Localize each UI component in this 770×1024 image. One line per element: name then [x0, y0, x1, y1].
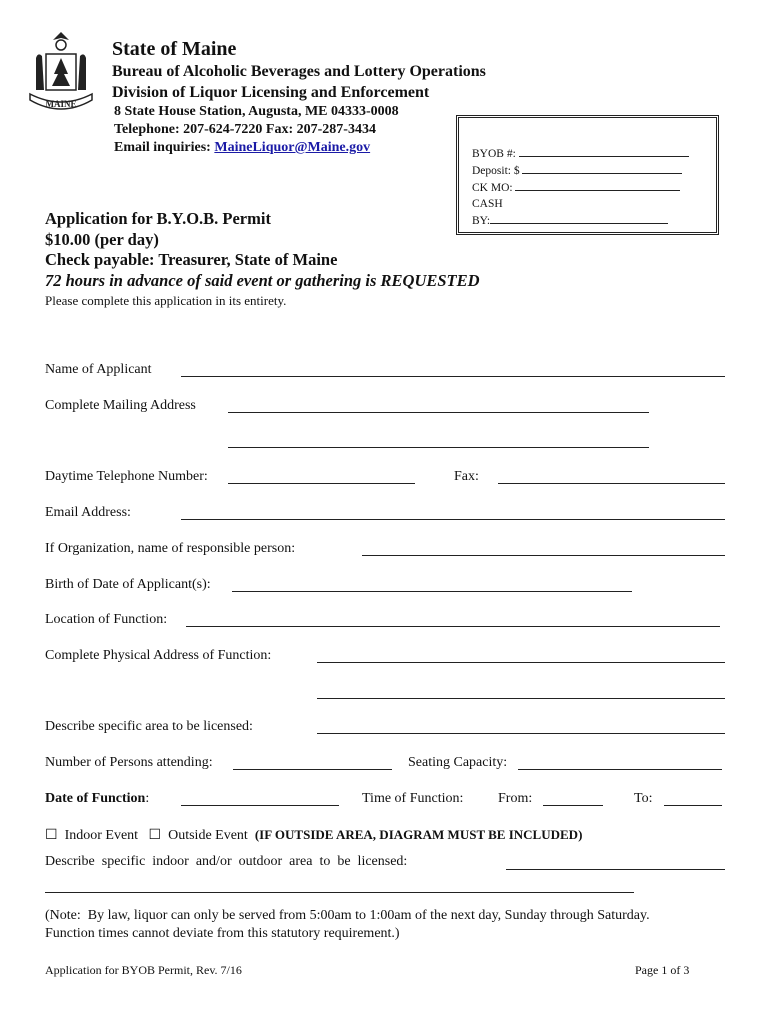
- email-line: [114, 140, 370, 156]
- outside-diagram-note: (IF OUTSIDE AREA, DIAGRAM MUST BE INCLUDED): [254, 827, 583, 842]
- indoor-event-label: Indoor Event: [64, 828, 139, 843]
- from-time-field[interactable]: [543, 805, 603, 806]
- ck-mo-line: CK MO:: [472, 179, 716, 196]
- licensed-area-field[interactable]: [317, 733, 725, 734]
- by-field[interactable]: [490, 212, 668, 224]
- email-link[interactable]: MaineLiquor@Maine.gov: [214, 140, 371, 155]
- email-label: Email inquiries:: [114, 140, 215, 155]
- email-address-field[interactable]: [181, 519, 725, 520]
- note-line-1: (Note: By law, liquor can only be served from 5:00am to 1:00am of the next day, Sunday through Saturday.: [45, 908, 650, 923]
- location-label: Location of Function:: [45, 612, 168, 627]
- agency-address: 8 State House Station, Augusta, ME 04333-0008: [114, 104, 399, 119]
- time-of-function-label: Time of Function:: [362, 791, 464, 806]
- page-number: Page 1 of 3: [635, 963, 690, 977]
- date-of-function-label: Date of Function:: [45, 791, 150, 806]
- seating-capacity-label: Seating Capacity:: [408, 755, 508, 770]
- outdoor-event-checkbox[interactable]: ☐: [148, 828, 162, 843]
- instructions: Please complete this application in its entirety.: [45, 293, 287, 308]
- describe-area-field-1[interactable]: [506, 869, 725, 870]
- svg-text:MAINE: MAINE: [45, 99, 77, 109]
- deposit-field[interactable]: [522, 162, 682, 174]
- date-of-function-field[interactable]: [181, 805, 339, 806]
- physical-address-field-1[interactable]: [317, 662, 725, 663]
- phone-field[interactable]: [228, 483, 415, 484]
- check-payable: Check payable: Treasurer, State of Maine: [45, 250, 338, 269]
- birth-date-label: Birth of Date of Applicant(s):: [45, 577, 211, 592]
- cash-label: CASH: [472, 198, 503, 210]
- application-fee: $10.00 (per day): [45, 230, 159, 249]
- note-line-2: Function times cannot deviate from this statutory requirement.): [45, 926, 400, 941]
- to-time-field[interactable]: [664, 805, 722, 806]
- email-address-label: Email Address:: [45, 505, 131, 520]
- from-label: From:: [498, 791, 533, 806]
- advance-notice: 72 hours in advance of said event or gathering is REQUESTED: [45, 271, 480, 290]
- persons-attending-label: Number of Persons attending:: [45, 755, 213, 770]
- byob-number-line: BYOB #:: [472, 145, 716, 162]
- physical-address-label: Complete Physical Address of Function:: [45, 648, 272, 663]
- birth-date-field[interactable]: [232, 591, 632, 592]
- describe-area-label: Describe specific indoor and/or outdoor area to be licensed:: [45, 854, 408, 869]
- location-field[interactable]: [186, 626, 720, 627]
- organization-field[interactable]: [362, 555, 725, 556]
- office-use-box: [456, 115, 719, 235]
- by-line: BY:: [472, 212, 716, 229]
- physical-address-field-2[interactable]: [317, 698, 725, 699]
- seating-capacity-field[interactable]: [518, 769, 722, 770]
- licensed-area-label: Describe specific area to be licensed:: [45, 719, 253, 734]
- persons-attending-field[interactable]: [233, 769, 392, 770]
- bureau-name: Bureau of Alcoholic Beverages and Lottery Operations: [112, 63, 486, 80]
- ck-mo-field[interactable]: [515, 179, 680, 191]
- byob-number-field[interactable]: [519, 145, 689, 157]
- mailing-address-field-1[interactable]: [228, 412, 649, 413]
- organization-label: If Organization, name of responsible person:: [45, 541, 296, 556]
- to-label: To:: [634, 791, 653, 806]
- fax-field[interactable]: [498, 483, 725, 484]
- mailing-address-field-2[interactable]: [228, 447, 649, 448]
- outdoor-event-label: Outside Event: [168, 828, 248, 843]
- division-name: Division of Liquor Licensing and Enforcement: [112, 84, 430, 101]
- phone-label: Daytime Telephone Number:: [45, 469, 208, 484]
- event-type-row: [45, 827, 582, 844]
- form-revision: Application for BYOB Permit, Rev. 7/16: [45, 963, 242, 977]
- mailing-address-label: Complete Mailing Address: [45, 398, 196, 413]
- fax-label: Fax:: [454, 469, 479, 484]
- name-field[interactable]: [181, 376, 725, 377]
- indoor-event-checkbox[interactable]: ☐: [45, 828, 58, 843]
- describe-area-field-2[interactable]: [45, 892, 634, 893]
- state-seal-logo: [22, 30, 100, 122]
- agency-phone: Telephone: 207-624-7220 Fax: 207-287-3434: [114, 122, 376, 137]
- deposit-line: Deposit: $: [472, 162, 716, 179]
- state-title: State of Maine: [112, 38, 237, 60]
- name-label: Name of Applicant: [45, 362, 152, 377]
- application-title: Application for B.Y.O.B. Permit: [45, 209, 271, 228]
